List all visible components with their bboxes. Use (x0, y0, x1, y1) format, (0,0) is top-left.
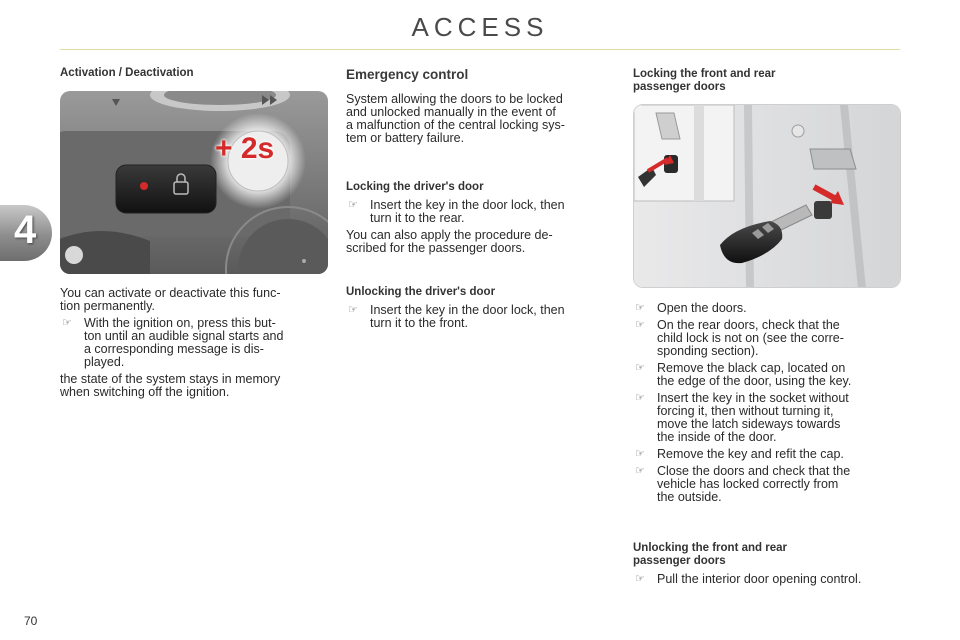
lock-passenger-steps (633, 302, 901, 504)
unlock-passenger-heading-line1: Unlocking the front and rear (633, 542, 787, 554)
activation-bullet-line4: played. (84, 355, 125, 369)
step-1 (633, 302, 901, 315)
lock-driver-heading: Locking the driver's door (346, 181, 484, 193)
step-1-line1: Open the doors. (657, 301, 747, 315)
unlock-passenger-heading (633, 542, 787, 568)
header-divider (60, 49, 900, 50)
step-5 (633, 448, 901, 461)
lock-driver-note-line1: You can also apply the procedure de- (346, 228, 553, 242)
unlock-driver-bullet-line1: Insert the key in the door lock, then (370, 303, 565, 317)
pointing-hand-icon: ☞ (635, 302, 645, 314)
unlock-passenger-heading-line2: passenger doors (633, 555, 726, 567)
step-2-line2: child lock is not on (see the corre- (657, 331, 844, 345)
unlock-passenger-block (633, 573, 901, 586)
activation-outro-line1: the state of the system stays in memory (60, 372, 281, 386)
activation-heading: Activation / Deactivation (60, 67, 194, 79)
unlock-passenger-bullet (633, 573, 901, 586)
emergency-intro-line3: a malfunction of the central locking sys- (346, 118, 565, 132)
unlock-driver-block (346, 304, 616, 330)
lock-passenger-heading (633, 68, 776, 94)
step-2 (633, 319, 901, 358)
door-lock-illustration (633, 104, 901, 288)
chapter-number: 4 (14, 208, 37, 252)
unlock-driver-bullet-line2: turn it to the front. (370, 316, 468, 330)
step-3-line2: the edge of the door, using the key. (657, 374, 852, 388)
step-5-line1: Remove the key and refit the cap. (657, 447, 844, 461)
pointing-hand-icon: ☞ (635, 362, 645, 374)
step-4-line2: forcing it, then without turning it, (657, 404, 834, 418)
activation-bullet (60, 317, 328, 369)
emergency-intro (346, 93, 616, 145)
step-6-line3: the outside. (657, 490, 722, 504)
dashboard-button-photo (60, 91, 328, 274)
activation-bullet-line3: a corresponding message is dis- (84, 342, 264, 356)
step-6 (633, 465, 901, 504)
step-6-line2: vehicle has locked correctly from (657, 477, 839, 491)
activation-bullet-line1: With the ignition on, press this but- (84, 316, 276, 330)
pointing-hand-icon: ☞ (635, 319, 645, 331)
activation-intro-line2: tion permanently. (60, 299, 155, 313)
pointing-hand-icon: ☞ (635, 448, 645, 460)
lock-driver-bullet (346, 199, 616, 225)
emergency-title: Emergency control (346, 67, 469, 82)
step-4-line3: move the latch sideways towards (657, 417, 841, 431)
lock-driver-block (346, 199, 616, 255)
lock-passenger-heading-line1: Locking the front and rear (633, 68, 776, 80)
step-3 (633, 362, 901, 388)
lock-driver-bullet-line1: Insert the key in the door lock, then (370, 198, 565, 212)
unlock-passenger-bullet-line1: Pull the interior door opening control. (657, 572, 862, 586)
pointing-hand-icon: ☞ (635, 392, 645, 404)
step-4-line1: Insert the key in the socket without (657, 391, 849, 405)
pointing-hand-icon: ☞ (635, 573, 645, 585)
unlock-driver-heading: Unlocking the driver's door (346, 286, 496, 298)
page-number: 70 (24, 614, 38, 628)
unlock-driver-bullet (346, 304, 616, 330)
lock-passenger-heading-line2: passenger doors (633, 81, 726, 93)
lock-driver-note-line2: scribed for the passenger doors. (346, 241, 526, 255)
pointing-hand-icon: ☞ (635, 465, 645, 477)
pointing-hand-icon: ☞ (62, 317, 72, 329)
step-6-line1: Close the doors and check that the (657, 464, 851, 478)
activation-intro-line1: You can activate or deactivate this func- (60, 286, 281, 300)
activation-outro-line2: when switching off the ignition. (60, 385, 230, 399)
step-2-line1: On the rear doors, check that the (657, 318, 840, 332)
emergency-intro-line1: System allowing the doors to be locked (346, 92, 563, 106)
lock-driver-bullet-line2: turn it to the rear. (370, 211, 465, 225)
activation-text (60, 287, 328, 399)
pointing-hand-icon: ☞ (348, 304, 358, 316)
step-2-line3: sponding section). (657, 344, 759, 358)
pointing-hand-icon: ☞ (348, 199, 358, 211)
step-4 (633, 392, 901, 444)
emergency-intro-line2: and unlocked manually in the event of (346, 105, 556, 119)
page-title: ACCESS (411, 12, 549, 42)
step-4-line4: the inside of the door. (657, 430, 777, 444)
hold-duration-label: + 2s (215, 132, 275, 165)
step-3-line1: Remove the black cap, located on (657, 361, 846, 375)
emergency-intro-line4: tem or battery failure. (346, 131, 465, 145)
activation-bullet-line2: ton until an audible signal starts and (84, 329, 284, 343)
